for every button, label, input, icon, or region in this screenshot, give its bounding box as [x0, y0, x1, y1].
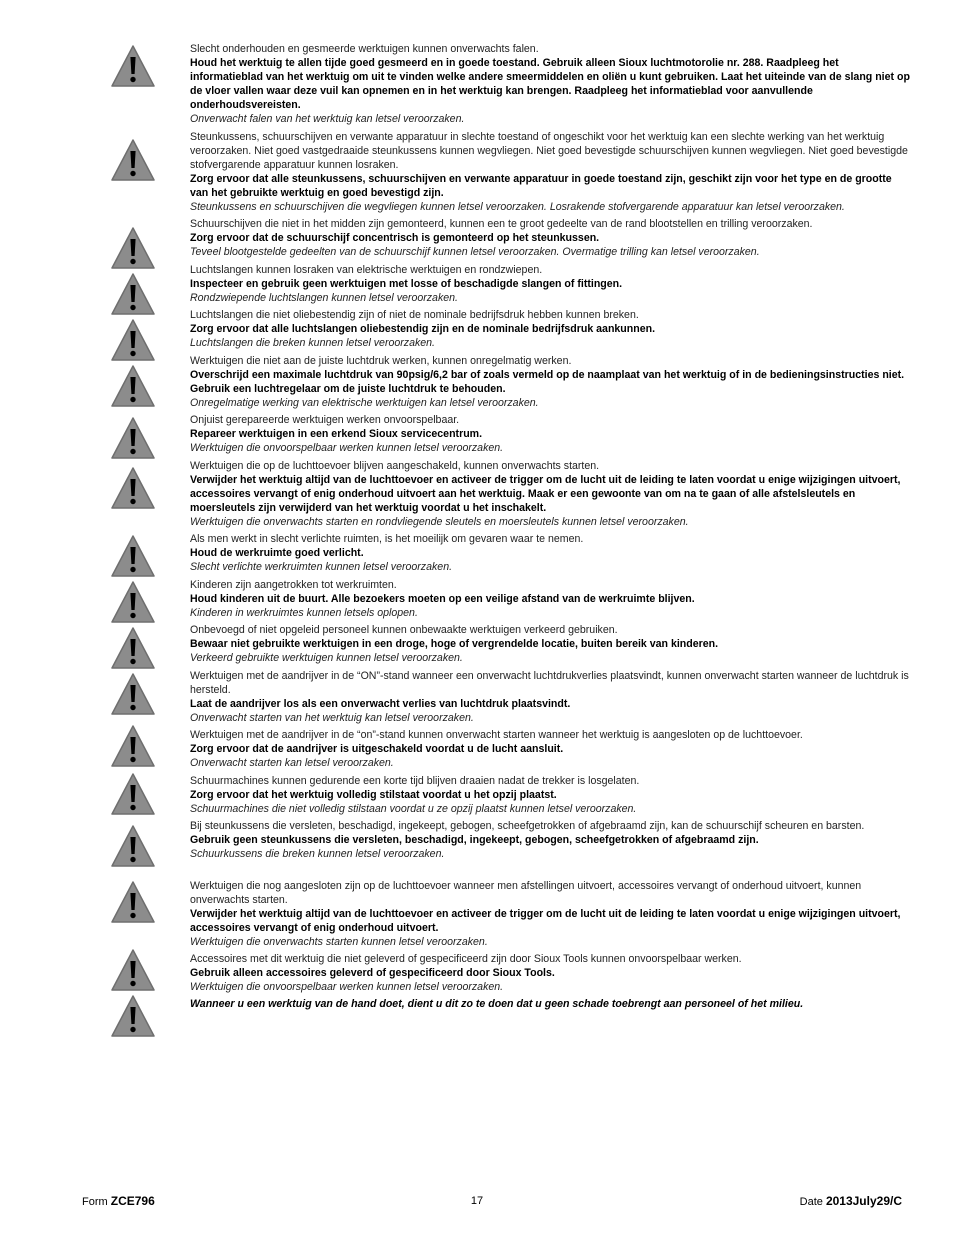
document-date [800, 1194, 902, 1209]
warning-block [190, 578, 912, 620]
warning-block [190, 217, 912, 259]
instruction-text: Houd de werkruimte goed verlicht. [190, 547, 364, 559]
warning-icon [110, 948, 156, 992]
instruction-text: Verwijder het werktuig altijd van de luchttoevoer en activeer de trigger om de lucht uit de leiding te laten voordat u enige wijzigingen uitvoert, accessoires vervangt of enig onderhoud uitvoert aan het werktuig. Maak er een gewoonte van om na te gaan of alle afstelsleutels en moersleutels zijn verwijderd van het werktuig voordat u het inschakelt. [190, 474, 901, 514]
warning-icon [110, 138, 156, 182]
hazard-text: Accessoires met dit werktuig die niet geleverd of gespecificeerd zijn door Sioux Tools kunnen onvoorspelbaar werken. [190, 953, 742, 965]
hazard-text: Werktuigen met de aandrijver in de “on”-stand kunnen onverwacht starten wanneer het werktuig is aangesloten op de luchttoevoer. [190, 729, 803, 741]
warning-icon [110, 466, 156, 510]
warning-icon [110, 824, 156, 868]
hazard-text: Schuurschijven die niet in het midden zijn gemonteerd, kunnen een te groot gedeelte van de rand blootstellen en trilling veroorzaken. [190, 218, 813, 230]
warning-block [190, 728, 912, 770]
instruction-text: Inspecteer en gebruik geen werktuigen met losse of beschadigde slangen of fittingen. [190, 278, 623, 290]
consequence-text: Werktuigen die onverwachts starten kunnen letsel veroorzaken. [190, 936, 488, 948]
warning-icon [110, 724, 156, 768]
warning-block [190, 623, 912, 665]
warning-block [190, 354, 912, 410]
hazard-text: Als men werkt in slecht verlichte ruimten, is het moeilijk om gevaren waar te nemen. [190, 533, 584, 545]
warning-icon [110, 416, 156, 460]
instruction-text: Gebruik geen steunkussens die versleten, beschadigd, ingekeept, gebogen, scheefgetrokken of afgebraamd zijn. [190, 834, 759, 846]
date-prefix: Date [799, 1196, 826, 1208]
consequence-text: Steunkussens en schuurschijven die wegvliegen kunnen letsel veroorzaken. Losrakende stofvergarende apparatuur kan letsel veroorzaken. [190, 201, 845, 213]
instruction-text: Repareer werktuigen in een erkend Sioux servicecentrum. [190, 428, 483, 440]
date-value: 2013July29/C [825, 1194, 902, 1208]
instruction-text: Zorg ervoor dat alle steunkussens, schuurschijven en verwante apparatuur in goede toestand zijn, geschikt zijn voor het type en de grootte van het gebruikte werktuig en goed bevestigd zijn. [190, 173, 892, 199]
hazard-text: Werktuigen met de aandrijver in de “ON”-stand wanneer een onverwacht luchtdrukverlies plaatsvindt, kunnen onverwacht starten wanneer de luchtdruk is hersteld. [190, 670, 909, 696]
hazard-text: Bij steunkussens die versleten, beschadigd, ingekeept, gebogen, scheefgetrokken of afgebraamd zijn, kan de schuurschijf scheuren en barsten. [190, 820, 865, 832]
hazard-text: Werktuigen die nog aangesloten zijn op de luchttoevoer wanneer men afstellingen uitvoert, accessoires vervangt of onderhoud uitvoert, kunnen onverwachts starten. [190, 880, 862, 906]
warning-icon [110, 672, 156, 716]
warning-block [190, 532, 912, 574]
consequence-text: Slecht verlichte werkruimten kunnen letsel veroorzaken. [190, 561, 453, 573]
warning-block [190, 879, 912, 949]
consequence-text: Luchtslangen die breken kunnen letsel veroorzaken. [190, 337, 435, 349]
closing-note [190, 997, 912, 1011]
consequence-text: Werktuigen die onvoorspelbaar werken kunnen letsel veroorzaken. [190, 981, 504, 993]
instruction-text: Houd het werktuig te allen tijde goed gesmeerd en in goede toestand. Gebruik alleen Sioux luchtmotorolie nr. 288. Raadpleeg het informatieblad van het werktuig om uit te vinden welke andere smeermiddelen en oliën u kunt gebruiken. Laat het uiteinde van de slang niet op de vloer vallen waar deze vuil kan opnemen en in het werktuig kan brengen. Raadpleeg het informatieblad voor aanvullende onderhoudsvereisten. [190, 57, 910, 111]
warning-block [190, 263, 912, 305]
form-number-value: ZCE796 [110, 1194, 155, 1208]
warning-block [190, 308, 912, 350]
page-number: 17 [470, 1195, 484, 1207]
instruction-text: Zorg ervoor dat de aandrijver is uitgeschakeld voordat u de lucht aansluit. [190, 743, 564, 755]
instruction-text: Zorg ervoor dat alle luchtslangen oliebestendig zijn en de nominale bedrijfsdruk aankunnen. [190, 323, 656, 335]
instruction-text: Zorg ervoor dat het werktuig volledig stilstaat voordat u het opzij plaatst. [190, 789, 557, 801]
warning-block [190, 413, 912, 455]
warning-icon [110, 626, 156, 670]
closing-text: Wanneer u een werktuig van de hand doet, dient u dit zo te doen dat u geen schade toebrengt aan personeel of het milieu. [190, 998, 804, 1010]
hazard-text: Werktuigen die op de luchttoevoer blijven aangeschakeld, kunnen onverwachts starten. [190, 460, 600, 472]
warning-icon [110, 364, 156, 408]
hazard-text: Werktuigen die niet aan de juiste luchtdruk werken, kunnen onregelmatig werken. [190, 355, 572, 367]
warning-icon [110, 772, 156, 816]
consequence-text: Teveel blootgestelde gedeelten van de schuurschijf kunnen letsel veroorzaken. Overmatige trilling kan letsel veroorzaken. [190, 246, 760, 258]
consequence-text: Onverwacht starten van het werktuig kan letsel veroorzaken. [190, 712, 474, 724]
consequence-text: Verkeerd gebruikte werktuigen kunnen letsel veroorzaken. [190, 652, 463, 664]
instruction-text: Bewaar niet gebruikte werktuigen in een droge, hoge of vergrendelde locatie, buiten bereik van kinderen. [190, 638, 719, 650]
instruction-text: Laat de aandrijver los als een onverwacht verlies van luchtdruk plaatsvindt. [190, 698, 571, 710]
hazard-text: Schuurmachines kunnen gedurende een korte tijd blijven draaien nadat de trekker is losgelaten. [190, 775, 640, 787]
warning-icon [110, 226, 156, 270]
consequence-text: Schuurmachines die niet volledig stilstaan voordat u ze opzij plaatst kunnen letsel veroorzaken. [190, 803, 637, 815]
warning-block [190, 459, 912, 529]
warning-block [190, 130, 912, 214]
instruction-text: Gebruik alleen accessoires geleverd of gespecificeerd door Sioux Tools. [190, 967, 555, 979]
warning-icon [110, 318, 156, 362]
hazard-text: Luchtslangen die niet oliebestendig zijn of niet de nominale bedrijfsdruk hebben kunnen breken. [190, 309, 639, 321]
consequence-text: Kinderen in werkruimtes kunnen letsels oplopen. [190, 607, 418, 619]
warning-block [190, 952, 912, 994]
form-prefix: Form [82, 1196, 111, 1208]
warning-icon [110, 272, 156, 316]
consequence-text: Rondzwiepende luchtslangen kunnen letsel veroorzaken. [190, 292, 458, 304]
warning-block [190, 669, 912, 725]
hazard-text: Luchtslangen kunnen losraken van elektrische werktuigen en rondzwiepen. [190, 264, 543, 276]
instruction-text: Verwijder het werktuig altijd van de luchttoevoer en activeer de trigger om de lucht uit de leiding te laten voordat u enige wijzigingen uitvoert, accessoires vervangt of enig onderhoud uitvoert. [190, 908, 901, 934]
warning-icon [110, 580, 156, 624]
warning-block [190, 819, 912, 861]
consequence-text: Onverwacht starten kan letsel veroorzaken. [190, 757, 394, 769]
consequence-text: Schuurkussens die breken kunnen letsel veroorzaken. [190, 848, 445, 860]
instruction-text: Overschrijd een maximale luchtdruk van 90psig/6,2 bar of zoals vermeld op de naamplaat van het werktuig of in de bedieningsinstructies niet. Gebruik een luchtregelaar om de juiste luchtdruk te behouden. [190, 369, 905, 395]
consequence-text: Werktuigen die onvoorspelbaar werken kunnen letsel veroorzaken. [190, 442, 504, 454]
warning-block [190, 42, 912, 126]
hazard-text: Slecht onderhouden en gesmeerde werktuigen kunnen onverwachts falen. [190, 43, 539, 55]
hazard-text: Onbevoegd of niet opgeleid personeel kunnen onbewaakte werktuigen verkeerd gebruiken. [190, 624, 618, 636]
hazard-text: Onjuist gerepareerde werktuigen werken onvoorspelbaar. [190, 414, 460, 426]
hazard-text: Kinderen zijn aangetrokken tot werkruimten. [190, 579, 397, 591]
warning-icon [110, 994, 156, 1038]
consequence-text: Onregelmatige werking van elektrische werktuigen kan letsel veroorzaken. [190, 397, 539, 409]
consequence-text: Werktuigen die onverwachts starten en rondvliegende sleutels en moersleutels kunnen letsel veroorzaken. [190, 516, 689, 528]
warning-icon [110, 534, 156, 578]
hazard-text: Steunkussens, schuurschijven en verwante apparatuur in slechte toestand of ongeschikt voor het werktuig kan een slechte werking van het werktuig veroorzaken. Niet goed vastgedraaide steunkussens kunnen wegvliegen. Niet goed bevestigde schuurschijven kunnen wegvliegen. Niet goed bevestigde stofvergarende apparatuur kunnen losraken. [190, 131, 908, 171]
instruction-text: Houd kinderen uit de buurt. Alle bezoekers moeten op een veilige afstand van de werkruimte blijven. [190, 593, 695, 605]
warning-block [190, 774, 912, 816]
consequence-text: Onverwacht falen van het werktuig kan letsel veroorzaken. [190, 113, 465, 125]
warning-icon [110, 44, 156, 88]
instruction-text: Zorg ervoor dat de schuurschijf concentrisch is gemonteerd op het steunkussen. [190, 232, 600, 244]
warning-icon [110, 880, 156, 924]
